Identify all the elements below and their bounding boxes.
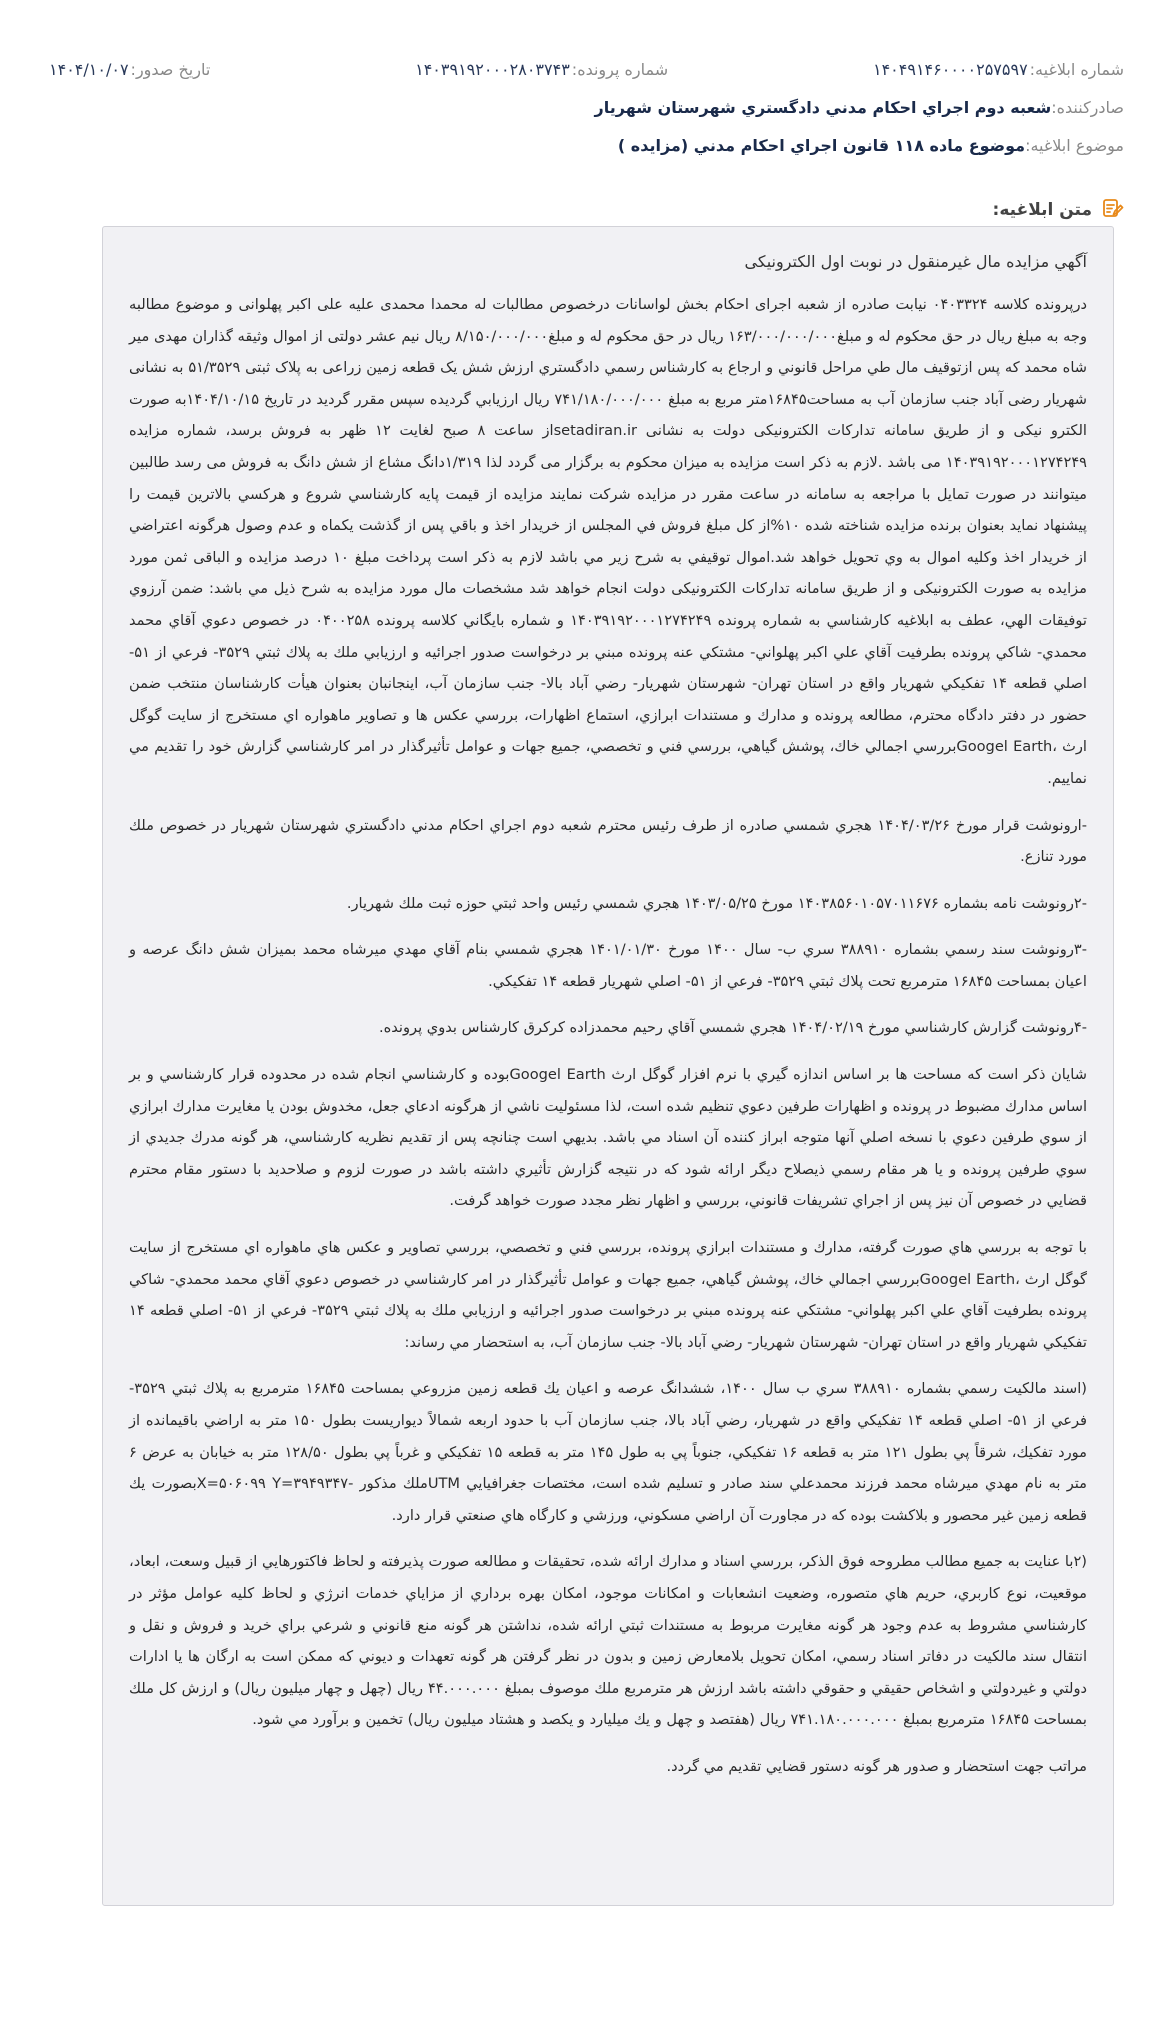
paragraph-item-2: -۲رونوشت نامه بشماره ۱۴۰۳۸۵۶۰۱۰۵۷۰۱۱۶۷۶ مورخ ۱۴۰۳/۰۵/۲۵ هجري شمسي رئيس واحد ثبتي حوزه ثبت ملك شهريار.: [346, 894, 1087, 912]
notice-text-label: متن ابلاغيه:: [992, 200, 1092, 220]
paragraph-item-1: -ارونوشت قرار مورخ ۱۴۰۴/۰۳/۲۶ هجري شمسي صادره از طرف رئيس محترم شعبه دوم اجراي احكام مدني دادگستري شهرستان شهريار در خصوص ملك مورد تنازع.: [129, 816, 1087, 866]
header-meta-row: [49, 50, 1124, 88]
paragraph-findings-intro: با توجه به بررسي هاي صورت گرفته، مدارك و مستندات ابرازي پرونده، بررسي فني و تخصصي، بررسي تصاوير و عكس هاي ماهواره اي مستخرج از سايت گوگل ارث ،Googel Earthبررسي اجمالي خاك، پوشش گياهي، جميع جهات و عوامل تأثيرگذار در امر كارشناسي در خصوص دعوي آقاي محمد محمدي- شاكي پرونده بطرفيت آقاي علي اكبر پهلواني- مشتكي عنه پرونده مبني بر درخواست صدور اجرائيه و ارزيابي ملك به پلاك ثبتي ۳۵۲۹- فرعي از ۵۱- اصلي قطعه ۱۴ تفكيكي شهريار واقع در استان تهران- شهرستان شهريار- رضي آباد بالا- جنب سازمان آب، به استحضار مي رساند:: [129, 1239, 1087, 1351]
subject-row: [49, 126, 1124, 164]
issue-date-value: ۱۴۰۴/۱۰/۰۷: [49, 59, 129, 79]
file-number-label: شماره پرونده:: [571, 59, 669, 79]
file-number-value: ۱۴۰۳۹۱۹۲۰۰۰۲۸۰۳۷۴۳: [415, 59, 570, 79]
paragraph-item-3: -۳رونوشت سند رسمي بشماره ۳۸۸۹۱۰ سري ب- سال ۱۴۰۰ مورخ ۱۴۰۱/۰۱/۳۰ هجري شمسي بنام آقاي مهدي ميرشاه محمد بميزان شش دانگ عرصه و اعيان بمساحت ۱۶۸۴۵ مترمربع تحت پلاك ثبتي ۳۵۲۹- فرعي از ۵۱- اصلي شهريار قطعه ۱۴ تفكيكي.: [129, 941, 1087, 990]
notice-text-heading: [993, 196, 1124, 224]
file-number: [415, 60, 668, 79]
notice-header: [49, 50, 1124, 164]
paragraph-finding-1: (اسند مالكيت رسمي بشماره ۳۸۸۹۱۰ سري ب سال ۱۴۰۰، ششدانگ عرصه و اعيان يك قطعه زمين مزروعي بمساحت ۱۶۸۴۵ مترمربع به پلاك ثبتي ۳۵۲۹- فرعي از ۵۱- اصلي قطعه ۱۴ تفكيكي واقع در شهريار، رضي آباد بالا، جنب سازمان آب با حدود اربعه شمالاً ديواريست بطول ۱۵۰ متر به اراضي باقيمانده از مورد تفكيك، شرقاً پي بطول ۱۲۱ متر به قطعه ۱۶ تفكيكي، جنوباً پي به طول ۱۴۵ متر به قطعه ۱۵ تفكيكي و غرباً پي بطول ۱۲۸/۵۰ متر به خيابان به عرض ۶ متر به نام مهدي ميرشاه محمد فرزند محمدعلي سند صادر و تسليم شده است، مختصات جغرافيايي UTMملك مذكور -X=۵۰۶۰۹۹ Y=۳۹۴۹۳۴۷بصورت يك قطعه زمين غير محصور و بلاكشت بوده كه در مجاورت آن اراضي مسكوني، ورزشي و كارگاه هاي صنعتي قرار دارد.: [129, 1380, 1088, 1524]
issuer-row: [49, 88, 1124, 126]
issuer-value: شعبه دوم اجراي احكام مدني دادگستري شهرستان شهريار: [594, 97, 1052, 117]
notice-text-box: [102, 226, 1114, 1906]
paragraph-finding-2: (۲با عنايت به جميع مطالب مطروحه فوق الذكر، بررسي اسناد و مدارك ارائه شده، تحقيقات و مطالعه صورت پذيرفته و لحاظ فاكتورهايي از قبيل وسعت، ابعاد، موقعيت، نوع كاربري، حريم هاي متصوره، وضعيت انشعابات و امكانات موجود، امكان بهره برداري از مزاياي خدمات انرژي و لحاظ كليه عوامل مؤثر در كارشناسي مشروط به عدم وجود هر گونه مغايرت مربوط به مستندات ثبتي ارائه شده، نداشتن هر گونه منع قانوني و شرعي براي خريد و فروش و نقل و انتقال سند مالكيت در دفاتر اسناد رسمي، امكان تحويل بلامعارض زمين و بدون در نظر گرفتن هر گونه تعهدات و ديوني كه ممكن است به ارگان ها يا ادارات دولتي و غيردولتي و اشخاص حقيقي و حقوقي داشته باشد ارزش هر مترمربع ملك موصوف بمبلغ ۴۴.۰۰۰.۰۰۰ ريال (چهل و چهار ميليون ريال) و ارزش كل ملك بمساحت ۱۶۸۴۵ مترمربع بمبلغ ۷۴۱.۱۸۰.۰۰۰.۰۰۰ ريال (هفتصد و چهل و يك ميليارد و يكصد و هشتاد ميليون ريال) تخمين و برآورد مي شود.: [129, 1553, 1088, 1729]
document-edit-icon: [1100, 196, 1124, 224]
notice-number: [873, 60, 1124, 79]
issue-date: [49, 60, 210, 79]
issuer-label: صادرکننده:: [1051, 97, 1124, 117]
subject-value: موضوع ماده ۱۱۸ قانون اجراي احكام مدني (مزايده ): [617, 135, 1026, 155]
paragraph-closing: مراتب جهت استحضار و صدور هر گونه دستور قضايي تقديم مي گردد.: [666, 1757, 1087, 1775]
auction-title: آگهي مزايده مال غيرمنقول در نوبت اول الكترونيكی: [744, 252, 1087, 271]
paragraph-item-4: -۴رونوشت گزارش كارشناسي مورخ ۱۴۰۴/۰۲/۱۹ هجري شمسي آقاي رحيم محمدزاده كركرق كارشناس بدوي پرونده.: [378, 1019, 1087, 1037]
subject-label: موضوع ابلاغيه:: [1025, 135, 1124, 155]
issue-date-label: تاريخ صدور:: [130, 59, 211, 79]
notice-number-label: شماره ابلاغيه:: [1029, 59, 1124, 79]
paragraph-disclaimer: شايان ذكر است كه مساحت ها بر اساس اندازه گيري با نرم افزار گوگل ارث Googel Earthبوده و كارشناسي انجام شده در محدوده قرار كارشناسي و بر اساس مدارك مضبوط در پرونده و اظهارات طرفين دعوي تنظيم شده است، لذا مسئوليت ناشي از هرگونه ادعاي جعل، مخدوش بودن يا مغايرت مدارك ابرازي از سوي طرفين دعوي با نسخه اصلي آنها متوجه ابراز كننده آن اسناد مي باشد. بديهي است چنانچه پس از تقديم نظريه كارشناسي، هر گونه مدرك جديدي از سوي طرفين پرونده و يا هر مقام رسمي ذيصلاح ديگر ارائه شود كه در نتيجه گزارش تأثيري داشته باشد در صورت لزوم و صلاحديد با دستور مقام محترم قضايي در خصوص آن نيز پس از اجراي تشريفات قانوني، بررسي و اظهار نظر مجدد صورت خواهد گرفت.: [129, 1066, 1087, 1210]
notice-number-value: ۱۴۰۴۹۱۴۶۰۰۰۰۲۵۷۵۹۷: [872, 59, 1028, 79]
paragraph-main: درپرونده کلاسه ۰۴۰۳۳۲۴ نيابت صادره از شعبه اجرای احکام بخش لواسانات درخصوص مطالبات له محمدا محمدی عليه علی اکبر پهلوانی و موضوع مطالبه وجه به مبلغ ريال در حق محکوم له و مبلغ۱۶۳/۰۰۰/۰۰۰/۰۰۰ ريال در حق محکوم له و مبلغ۸/۱۵۰/۰۰۰/۰۰۰ ريال نيم عشر دولتی از اموال وثيقه گذاران مهدی مير شاه محمد که پس ازتوقيف مال طي مراحل قانوني و ارجاع به كارشناس رسمي دادگستري ارزش شش يک قطعه زمين زراعی به پلاک ثبتی ۵۱/۳۵۲۹ به نشانی شهريار رضی آباد جنب سازمان آب به مساحت۱۶۸۴۵متر مربع به مبلغ ۷۴۱/۱۸۰/۰۰۰/۰۰۰ ريال ارزيابي گرديده سپس مقرر گرديد در تاريخ ۱۴۰۴/۱۰/۱۵به صورت الکترو نيکی و از طريق سامانه تدارکات الکترونيکی دولت به نشانی setadiran.irاز ساعت ۸ صبح لغايت ۱۲ ظهر به فروش برسد، شماره مزايده ۱۴۰۳۹۱۹۲۰۰۰۱۲۷۴۲۴۹ می باشد .لازم به ذکر است مزايده به ميزان محکوم به برگزار می گردد لذا ۱/۳۱۹دانگ مشاع از شش دانگ به فروش می رسد طالبين ميتوانند در صورت تمايل با مراجعه به سامانه در ساعت مقرر در مزايده شرکت نمايند مزايده از قيمت پايه کارشناسي شروع و هرکسي بالاترين قيمت را پيشنهاد نمايد بعنوان برنده مزايده شناخته شده ۱۰%از کل مبلغ فروش في المجلس از خريدار اخذ و باقي پس از گذشت يکماه و عدم وصول هرگونه اعتراضي از خريدار اخذ وكليه اموال به وي تحويل خواهد شد.اموال توقيفي به شرح زير مي باشد لازم به ذکر است پرداخت مبلغ ۱۰ درصد مزايده و الباقی ثمن مورد مزايده به صورت الکترونيکی و از طريق سامانه تدارکات الکترونيکی دولت انجام خواهد شد مشخصات مال مورد مزايده به شرح ذيل مي باشد: ضمن آرزوي توفيقات الهي، عطف به ابلاغيه كارشناسي به شماره پرونده ۱۴۰۳۹۱۹۲۰۰۰۱۲۷۴۲۴۹ و شماره بايگاني كلاسه پرونده ۰۴۰۰۲۵۸ در خصوص دعوي آقاي محمد محمدي- شاكي پرونده بطرفيت آقاي علي اكبر پهلواني- مشتكي عنه پرونده مبني بر درخواست صدور اجرائيه و ارزيابي ملك به پلاك ثبتي ۳۵۲۹- فرعي از ۵۱- اصلي قطعه ۱۴ تفكيكي شهريار واقع در استان تهران- شهرستان شهريار- رضي آباد بالا- جنب سازمان آب، اينجانبان بعنوان هيأت كارشناسان منتخب ضمن حضور در دفتر دادگاه محترم، مطالعه پرونده و مدارك و مستندات ابرازي، استماع اظهارات، بررسي عكس ها و تصاوير ماهواره اي مستخرج از سايت گوگل ارث ،Googel Earthبررسي اجمالي خاك، پوشش گياهي، بررسي فني و تخصصي، جميع جهات و عوامل تأثيرگذار در امر كارشناسي گزارش خود را تقديم مي نماييم.: [129, 296, 1088, 787]
